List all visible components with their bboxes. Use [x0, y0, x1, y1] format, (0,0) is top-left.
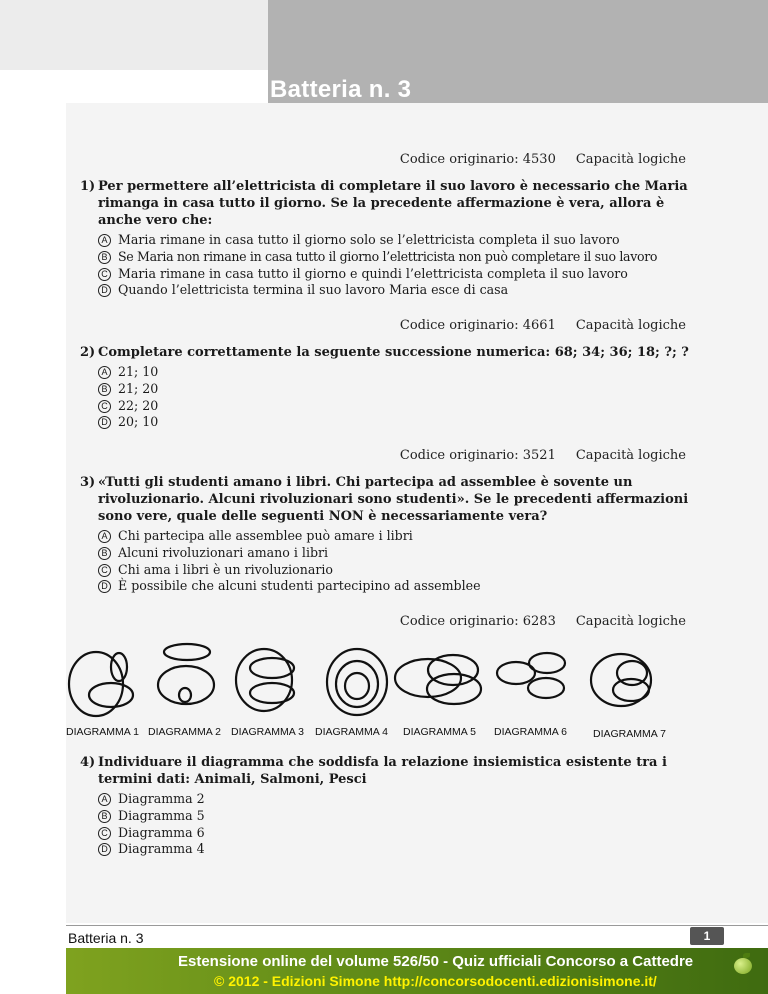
option-c[interactable] [98, 398, 690, 415]
question-number: 2) [80, 345, 96, 360]
question-text: Completare correttamente la seguente successione numerica: 68; 34; 36; 18; ?; ? [98, 345, 689, 360]
option-c[interactable] [98, 266, 690, 283]
apple-logo-icon [734, 958, 752, 974]
option-letter-icon: B [98, 383, 111, 396]
question-code: Codice originario: 4530 [399, 152, 556, 167]
question-category: Capacità logiche [575, 152, 686, 167]
option-b[interactable] [98, 249, 690, 266]
options-list [98, 528, 690, 595]
question-category: Capacità logiche [575, 448, 686, 463]
options-list [98, 232, 690, 299]
option-letter-icon: B [98, 810, 111, 823]
option-text: Quando l’elettricista termina il suo lavoro Maria esce di casa [118, 282, 509, 298]
option-text: 21; 20 [118, 380, 159, 396]
option-text: Se Maria non rimane in casa tutto il giorno l’elettricista non può completare il suo lavoro [118, 248, 658, 264]
option-text: Diagramma 5 [118, 807, 205, 823]
option-letter-icon: A [98, 366, 111, 379]
question-4-meta [400, 614, 686, 629]
question-category: Capacità logiche [575, 318, 686, 333]
options-list [98, 791, 690, 858]
diagram-label: DIAGRAMMA 1 [66, 726, 139, 738]
diagram-1-shapes [69, 652, 133, 716]
option-d[interactable] [98, 414, 690, 431]
venn-diagrams-figure [66, 640, 706, 740]
option-b[interactable] [98, 808, 690, 825]
option-letter-icon: D [98, 284, 111, 297]
option-text: Chi ama i libri è un rivoluzionario [118, 561, 333, 577]
option-text: Chi partecipa alle assemblee può amare i libri [118, 528, 413, 543]
option-text: 20; 10 [118, 414, 159, 430]
option-a[interactable] [98, 232, 690, 249]
diagram-label: DIAGRAMMA 5 [403, 726, 476, 738]
question-3-meta [400, 448, 686, 463]
option-a[interactable] [98, 528, 690, 545]
option-text: È possibile che alcuni studenti partecipino ad assemblee [118, 578, 481, 594]
question-4 [80, 754, 690, 858]
option-letter-icon: C [98, 827, 111, 840]
question-text: «Tutti gli studenti amano i libri. Chi partecipa ad assemblee è sovente un rivoluzionario. Alcuni rivoluzionari sono studenti». Se le precedenti affermazioni sono vere, quale delle seguenti NON è necessariamente vera? [98, 475, 689, 524]
option-text: Diagramma 4 [118, 841, 205, 857]
option-text: 22; 20 [118, 397, 159, 413]
question-text: Per permettere all’elettricista di completare il suo lavoro è necessario che Maria rimanga in casa tutto il giorno. Se la precedente affermazione è vera, allora è anche vero che: [98, 179, 688, 228]
footer-banner [66, 948, 768, 994]
question-1-meta [400, 152, 686, 167]
options-list [98, 364, 690, 431]
option-letter-icon: B [98, 547, 111, 560]
question-1 [80, 178, 690, 299]
question-code: Codice originario: 3521 [399, 448, 556, 463]
question-2-meta [400, 318, 686, 333]
option-text: Diagramma 6 [118, 824, 205, 840]
diagram-7-shapes [591, 654, 651, 706]
question-2 [80, 344, 690, 431]
diagram-6-shapes [497, 653, 565, 698]
option-text: Diagramma 2 [118, 791, 205, 806]
diagram-label: DIAGRAMMA 6 [494, 726, 567, 738]
diagram-label: DIAGRAMMA 2 [148, 726, 221, 738]
page-number-badge: 1 [690, 927, 724, 945]
option-c[interactable] [98, 825, 690, 842]
question-number: 1) [80, 179, 96, 194]
diagram-3-shapes [236, 649, 294, 711]
diagram-label: DIAGRAMMA 4 [315, 726, 388, 738]
question-number: 4) [80, 755, 96, 770]
option-letter-icon: C [98, 268, 111, 281]
option-letter-icon: D [98, 843, 111, 856]
option-text: Alcuni rivoluzionari amano i libri [118, 544, 329, 560]
option-a[interactable] [98, 791, 690, 808]
diagram-label: DIAGRAMMA 7 [593, 728, 666, 740]
option-c[interactable] [98, 562, 690, 579]
diagram-2-shapes [158, 644, 214, 704]
option-d[interactable] [98, 841, 690, 858]
footer-divider [66, 925, 768, 926]
option-letter-icon: C [98, 564, 111, 577]
option-letter-icon: D [98, 416, 111, 429]
diagram-5-shapes [395, 655, 481, 704]
question-code: Codice originario: 4661 [399, 318, 556, 333]
diagram-4-shapes [327, 649, 387, 715]
option-b[interactable] [98, 545, 690, 562]
diagram-label: DIAGRAMMA 3 [231, 726, 304, 738]
option-a[interactable] [98, 364, 690, 381]
header-left-block [0, 0, 268, 70]
banner-link[interactable]: © 2012 - Edizioni Simone http://concorsodocenti.edizionisimone.it/ [214, 973, 657, 989]
question-code: Codice originario: 6283 [399, 614, 556, 629]
option-text: 21; 10 [118, 364, 159, 379]
option-text: Maria rimane in casa tutto il giorno e quindi l’elettricista completa il suo lavoro [118, 265, 628, 281]
apple-leaf-icon [743, 953, 750, 958]
option-d[interactable] [98, 282, 690, 299]
page-title: Batteria n. 3 [270, 76, 412, 103]
option-text: Maria rimane in casa tutto il giorno solo se l’elettricista completa il suo lavoro [118, 232, 620, 247]
option-letter-icon: B [98, 251, 111, 264]
question-category: Capacità logiche [575, 614, 686, 629]
banner-text-line1: Estensione online del volume 526/50 - Quiz ufficiali Concorso a Cattedre [178, 953, 694, 970]
question-text: Individuare il diagramma che soddisfa la relazione insiemistica esistente tra i termini dati: Animali, Salmoni, Pesci [98, 755, 667, 787]
option-d[interactable] [98, 578, 690, 595]
option-letter-icon: D [98, 580, 111, 593]
venn-diagrams-svg [66, 640, 706, 724]
question-3 [80, 474, 690, 595]
option-letter-icon: A [98, 234, 111, 247]
footer-title: Batteria n. 3 [68, 930, 144, 946]
option-b[interactable] [98, 381, 690, 398]
question-number: 3) [80, 475, 96, 490]
option-letter-icon: A [98, 530, 111, 543]
option-letter-icon: C [98, 400, 111, 413]
option-letter-icon: A [98, 793, 111, 806]
